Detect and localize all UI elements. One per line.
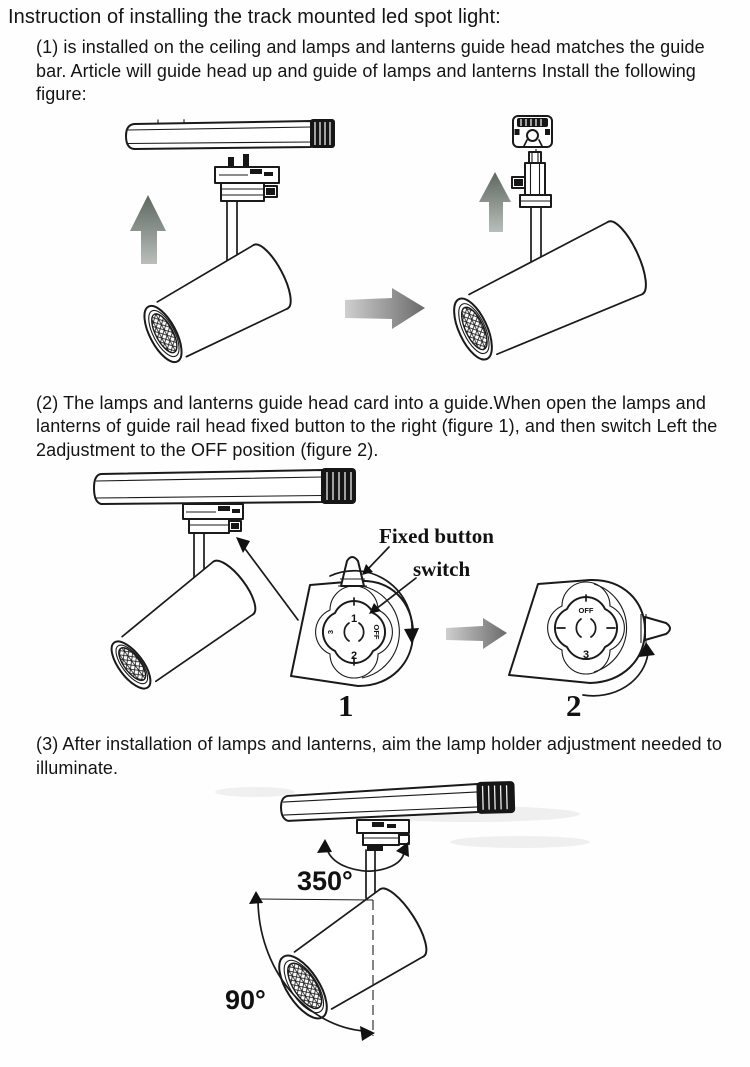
tilt-angle-label: 90° (225, 985, 266, 1015)
step-1-text: (1) is installed on the ceiling and lamps and lanterns guide head matches the guide bar. Article will guide head up and guide of lamps and lanterns Install the following figure: (36, 37, 705, 104)
figure-switch-illustration (0, 462, 750, 727)
track-rail (126, 119, 335, 149)
instruction-page (0, 6, 750, 1051)
dial-label-top: OFF (578, 606, 594, 615)
switch-detail-figure1 (291, 557, 419, 723)
spotlight-lamp (268, 882, 435, 1029)
dial-label-off: OFF (372, 624, 381, 640)
up-arrow-icon (130, 195, 166, 264)
right-arrow-icon (345, 288, 425, 329)
dial-label-bottom: 2 (350, 650, 358, 662)
switch-label: switch (413, 557, 471, 581)
horizontal-reference-line (258, 899, 373, 900)
rotation-angle-label: 350° (297, 866, 353, 896)
step-3-text: (3) After installation of lamps and lanterns, aim the lamp holder adjustment needed to illuminate. (36, 734, 722, 778)
spotlight-lamp (135, 239, 299, 372)
up-arrow-icon (479, 172, 511, 232)
dial-label-bottom: 3 (582, 649, 590, 661)
spotlight-lamp (443, 216, 654, 371)
guide-head (512, 152, 551, 263)
page-title: Instruction of installing the track mounted led spot light: (8, 6, 501, 28)
guide-head (215, 154, 279, 261)
spotlight-lamp (102, 554, 263, 698)
step-2-text: (2) The lamps and lanterns guide head card into a guide.When open the lamps and lanterns of guide rail head fixed button to the right (figure 1), and then switch Left the 2adjustment to the OFF position (figure 2). (36, 392, 718, 460)
figure1-caption: 1 (338, 688, 354, 723)
fixed-button-label: Fixed button (379, 524, 494, 548)
dial-label-top: 1 (350, 613, 358, 625)
dial-label-left: 3 (326, 629, 335, 635)
figure-rotation-illustration (0, 780, 750, 1051)
right-arrow-icon (446, 618, 507, 649)
fixed-button (645, 617, 670, 640)
track-cross-section (513, 116, 552, 147)
figure2-caption: 2 (566, 688, 582, 723)
switch-detail-figure2 (509, 580, 670, 723)
figure-install-illustration (0, 109, 750, 389)
track-rail (94, 468, 356, 504)
